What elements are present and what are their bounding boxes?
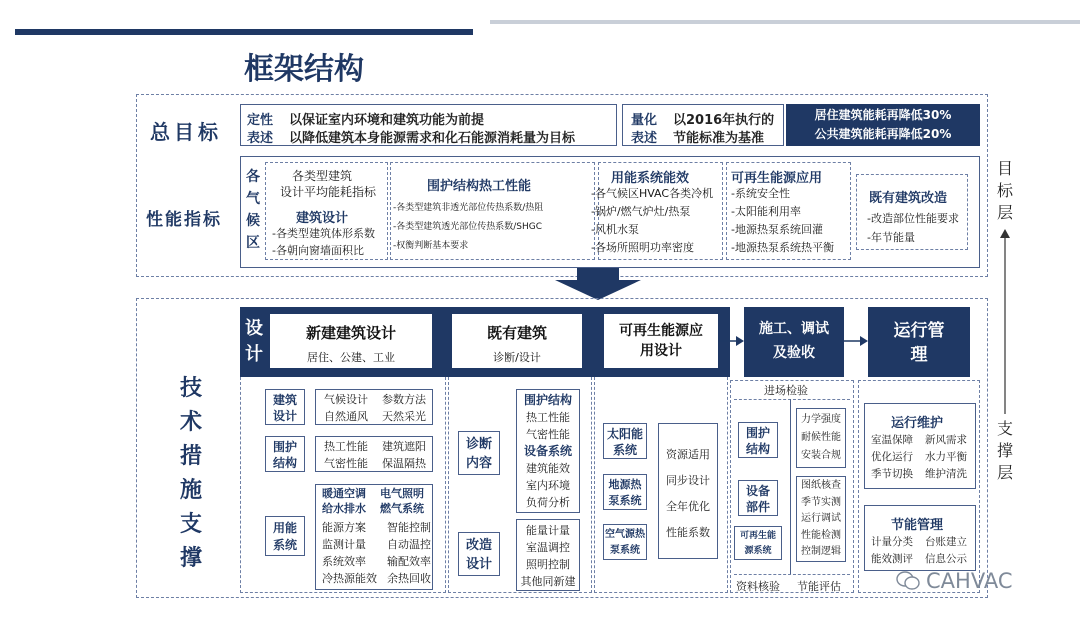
new-g3-item: 系统效率 [322,555,366,568]
new-g2-items [315,436,433,472]
ops-g2-item: 信息公示 [925,553,967,565]
tech-label: 技术措施支撑 [179,376,202,571]
c4-items [731,185,834,257]
exist-diag-label: 诊断内容 [458,431,500,475]
c3-item: -各场所照明功率密度 [591,241,694,254]
renewable-design-box [604,314,718,368]
renew-points [658,423,718,559]
goal-qualitative-box [240,104,617,146]
new-g2-item: 热工性能 [324,440,368,453]
construct-g23-items [796,476,846,562]
new-g3-head: 电气照明 [380,487,424,500]
ops-g1-item: 季节切换 [871,468,913,480]
c1-item: -各朝向窗墙面积比 [272,244,364,257]
construct-g23-item: 季节实测 [801,496,841,508]
c5-item: -年节能量 [867,231,915,244]
renew-item-air: 空气源热泵系统 [603,524,647,560]
new-title: 新建建筑设计 [305,324,396,342]
new-g2-label: 围护结构 [265,436,305,472]
climate-zone-label: 各气候区 [246,169,260,251]
new-g3-item: 能源方案 [322,521,366,534]
watermark [896,569,1013,593]
exist-diag-item: 负荷分析 [526,496,570,509]
renew-point: 全年优化 [666,500,710,513]
target-public: 公共建筑能耗再降低20% [814,127,952,141]
exist-title: 既有建筑 [486,324,547,342]
c2-item: -各类型建筑非透光部位传热系数/热阻 [393,203,544,213]
new-g2-item: 气密性能 [324,457,368,470]
c1-top-2: 设计平均能耗指标 [280,185,377,199]
design-label: 设计 [245,318,263,365]
new-g3-head: 燃气系统 [380,502,424,515]
watermark-text: CAHVAC [926,569,1013,593]
perf-col-renewable [726,162,851,260]
ops-g1-item: 维护清洗 [925,468,967,480]
renew-item-ground: 地源热泵系统 [603,474,647,510]
new-g1-items [315,389,433,425]
arrow-right-icon [718,334,744,348]
new-g3-head: 给水排水 [322,502,366,515]
exist-diag-items [516,389,580,513]
perf-col-system [591,162,723,260]
c5-item: -改造部位性能要求 [867,212,959,225]
c1-item: -各类型建筑体形系数 [272,227,375,240]
c3-title: 用能系统能效 [611,171,690,186]
construct-g1-item: 力学强度 [801,414,841,425]
new-g2-item: 建筑遮阳 [382,440,426,453]
new-g3-item: 自动温控 [387,538,431,551]
top-left-bar [15,29,473,35]
page-title: 框架结构 [244,52,364,87]
construct-top-line [734,399,850,400]
construct-g3-label: 可再生能源系统 [734,526,782,560]
construct-g23-item: 性能检测 [801,529,841,541]
construct-g23-item: 控制逻辑 [801,546,841,557]
ops-g2-box [864,505,976,571]
construct-g1-item: 安装合规 [801,450,841,461]
construct-g1-items [796,408,846,468]
perf-label: 性能指标 [146,210,222,230]
exist-diag-head: 设备系统 [523,444,572,458]
c1-sub: 建筑设计 [296,211,349,226]
c3-item: -锅炉/燃气炉灶/热泵 [591,205,691,218]
renew-item-solar: 太阳能系统 [603,423,647,459]
ops-g1-box [864,403,976,489]
new-g3-item: 监测计量 [322,538,366,551]
exist-diag-item: 气密性能 [526,428,570,441]
new-g3-head: 暖通空调 [322,487,366,500]
perf-col-retrofit [856,174,968,250]
renew-title: 可再生能源应用设计 [619,323,703,359]
construct-bottom-2: 节能评估 [797,580,841,593]
ops-g1-item: 水力平衡 [925,451,967,463]
perf-col-design [265,162,388,260]
qual-key-1: 定性 [247,113,274,128]
renew-point: 资源适用 [666,448,710,461]
goal-label: 总目标 [150,120,222,144]
new-g1-label: 建筑设计 [265,389,305,425]
construct-g23-item: 运行调试 [801,513,841,524]
c3-item: -风机水泵 [591,223,639,236]
c4-title: 可再生能源应用 [731,171,823,186]
c1-items [272,225,375,259]
existing-building-box [452,314,582,368]
exist-reno-item: 其他同新建 [520,575,576,588]
new-building-box [270,314,432,368]
quant-key-1: 量化 [631,113,658,128]
qual-key-2: 表述 [247,131,274,146]
quant-text-2: 节能标准为基准 [673,131,765,146]
ops-g2-label: 节能管理 [891,518,944,533]
qual-text-2: 以降低建筑本身能源需求和化石能源消耗量为目标 [289,131,576,146]
c4-item: -系统安全性 [731,187,790,200]
ops-g2-item: 台账建立 [925,536,967,548]
new-sub: 居住、公建、工业 [307,351,395,364]
target-residential: 居住建筑能耗再降低30% [814,108,952,122]
exist-reno-items [516,519,580,591]
ops-g1-item: 新风需求 [925,434,967,446]
renew-point: 性能系数 [666,526,710,539]
new-g3-items [315,484,433,590]
c2-items [393,199,543,256]
ops-g1-item: 室温保障 [871,434,913,446]
c4-item: -地源热泵系统热平衡 [731,241,834,254]
new-g3-item: 余热回收 [387,572,431,585]
new-g3-item: 冷热源能效 [322,572,377,585]
c2-item: -权衡判断基本要求 [393,241,469,251]
c4-item: -太阳能利用率 [731,205,801,218]
goal-target-box [786,104,980,146]
top-right-bar [490,20,1080,24]
exist-sub: 诊断/设计 [493,351,541,364]
new-g1-item: 天然采光 [382,410,426,423]
quant-key-2: 表述 [631,131,658,146]
c5-items [867,209,959,247]
c5-title: 既有建筑改造 [869,191,948,206]
c3-items [591,185,713,257]
quant-text-1: 以2016年执行的 [673,113,775,128]
new-g3-label: 用能系统 [265,516,305,556]
c4-item: -地源热泵系统回灌 [731,223,823,236]
construct-g1-label: 围护结构 [738,422,778,458]
side-arrow-icon [998,228,1012,416]
new-g3-item: 智能控制 [387,521,431,534]
c2-item: -各类型建筑透光部位传热系数/SHGC [393,222,543,232]
construct-g23-item: 图纸核查 [801,480,841,491]
side-label-top: 目标层 [996,159,1013,222]
new-g2-item: 保温隔热 [382,457,426,470]
construct-vline [790,399,791,574]
renew-point: 同步设计 [666,474,710,487]
new-g3-item: 输配效率 [387,555,431,568]
construction-box: 施工、调试及验收 [744,307,844,377]
exist-diag-item: 建筑能效 [526,462,570,475]
new-g1-item: 气候设计 [324,393,368,406]
c3-item: -各气候区HVAC各类冷机 [591,187,714,200]
arrow-right-icon [844,334,868,348]
exist-reno-label: 改造设计 [458,532,500,576]
down-arrow-icon [555,268,641,300]
side-label-bottom: 支撑层 [996,419,1013,482]
exist-reno-item: 室温调控 [526,541,570,554]
new-g1-item: 自然通风 [324,410,368,423]
construct-g2-label: 设备部件 [738,480,778,516]
exist-diag-item: 室内环境 [526,479,570,492]
construct-bottom-1: 资料核验 [736,580,780,593]
exist-reno-item: 能量计量 [526,524,570,537]
ops-g1-item: 优化运行 [871,451,913,463]
wechat-icon [896,570,920,592]
c1-top-1: 各类型建筑 [292,169,353,183]
exist-diag-head: 围护结构 [523,393,572,407]
goal-quantitative-box [622,104,784,146]
ops-g2-item: 计量分类 [871,536,913,548]
exist-reno-item: 照明控制 [526,558,570,571]
exist-diag-item: 热工性能 [526,411,570,424]
ops-g2-item: 能效测评 [871,553,913,565]
construct-bottom-line [734,574,850,575]
qual-text-1: 以保证室内环境和建筑功能为前提 [289,113,485,128]
construct-entry: 进场检验 [764,384,808,397]
construct-g1-item: 耐候性能 [801,432,841,443]
ops-g1-label: 运行维护 [891,416,944,431]
new-g1-item: 参数方法 [382,393,426,406]
perf-col-envelope [390,162,595,260]
operation-box: 运行管理 [868,307,970,377]
c2-title: 围护结构热工性能 [427,179,532,194]
